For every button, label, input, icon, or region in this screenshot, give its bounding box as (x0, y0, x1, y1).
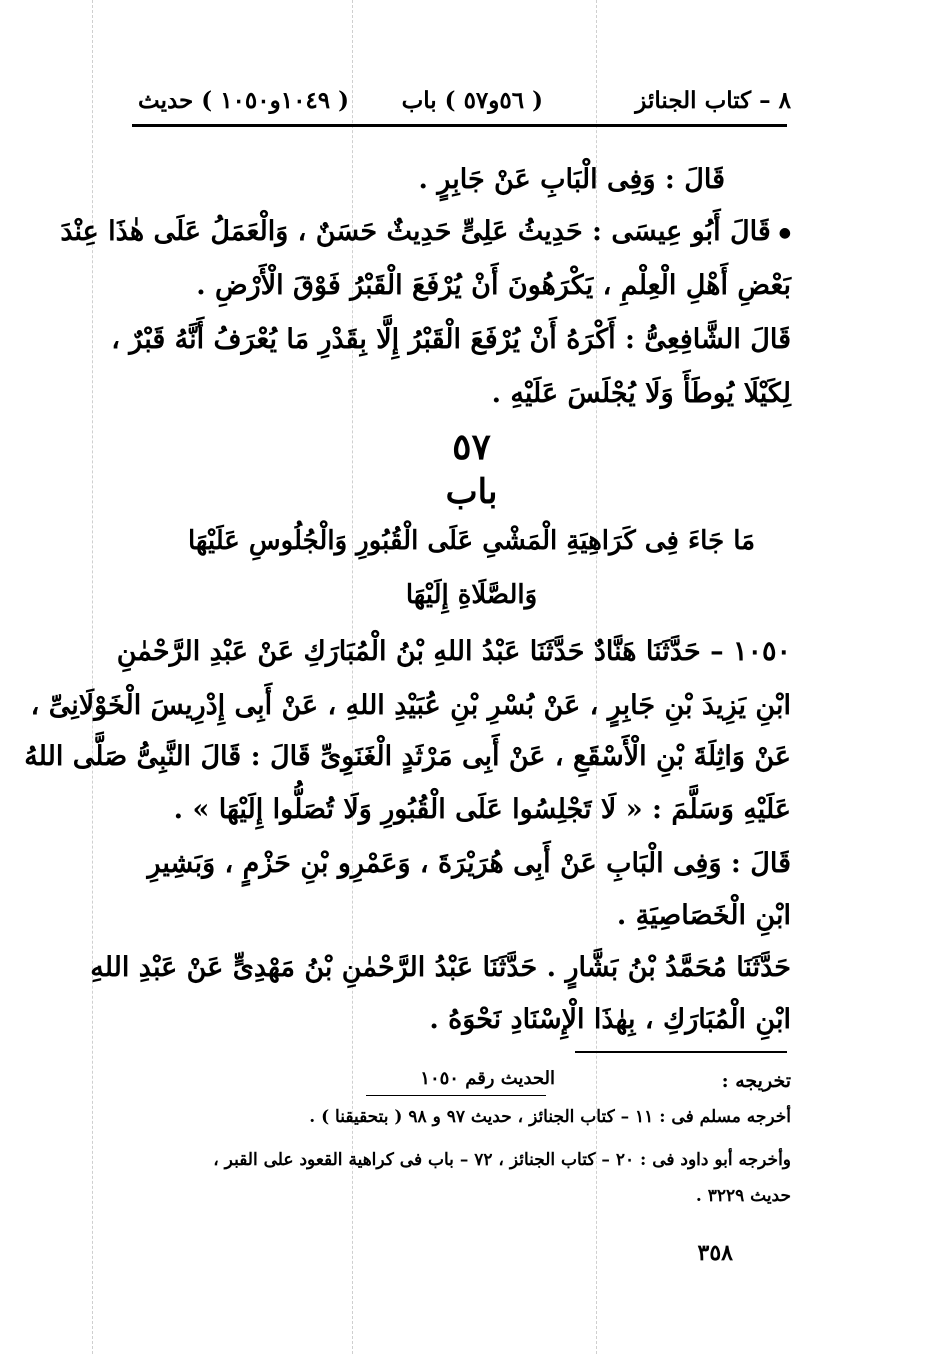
footnote-line: أخرجه مسلم فى : ١١ – كتاب الجنائز ، حديث ٩٧ و ٩٨ ( بتحقيقنا ) . (309, 1107, 791, 1127)
chapter-title-line2: وَالصَّلَاةِ إِلَيْهَا (405, 580, 538, 610)
text-line: عَلَيْهِ وَسَلَّمَ : « لَا تَجْلِسُوا عَلَى الْقُبُورِ وَلَا تُصَلُّوا إِلَيْهَا » . (173, 794, 791, 825)
footnote-rule (575, 1051, 787, 1053)
text-line: عَنْ وَاثِلَةَ بْنِ الْأَسْقَعِ ، عَنْ أَبِى مَرْثَدٍ الْغَنَوِىِّ قَالَ : قَالَ النَّبِىُّ صَلَّى اللهُ (24, 741, 791, 772)
text-line: حَدَّثَنَا مُحَمَّدُ بْنُ بَشَّارٍ . حَدَّثَنَا عَبْدُ الرَّحْمٰنِ بْنُ مَهْدِىٍّ عَنْ عَبْدِ اللهِ (90, 952, 791, 983)
chapter-title-line1: مَا جَاءَ فِى كَرَاهِيَةِ الْمَشْىِ عَلَى الْقُبُورِ وَالْجُلُوسِ عَلَيْهَا (187, 526, 756, 556)
footnote-line: وأخرجه أبو داود فى : ٢٠ – كتاب الجنائز ، ٧٢ – باب فى كراهية القعود على القبر ، (213, 1150, 791, 1170)
footnote-line: حديث ٣٢٢٩ . (695, 1186, 791, 1206)
chapter-label: باب (445, 472, 498, 512)
running-header-chapter: ٨ – كتاب الجنائز (635, 87, 791, 114)
text-line: قَالَ : وَفِى الْبَابِ عَنْ أَبِى هُرَيْرَةَ ، وَعَمْرِو بْنِ حَزْمٍ ، وَبَشِيرِ (147, 848, 791, 879)
text-line: بَعْضِ أَهْلِ الْعِلْمِ ، يَكْرَهُونَ أَنْ يُرْفَعَ الْقَبْرُ فَوْقَ الْأَرْضِ . (196, 270, 791, 301)
text-line: ١٠٥٠ – حَدَّثَنَا هَنَّادٌ حَدَّثَنَا عَبْدُ اللهِ بْنُ الْمُبَارَكِ عَنْ عَبْدِ الرَّحْمٰنِ (116, 636, 791, 667)
text-line: لِكَيْلَا يُوطَأَ وَلَا يُجْلَسَ عَلَيْهِ . (491, 378, 791, 409)
page-number: ٣٥٨ (697, 1240, 733, 1266)
text-line: قَالَ : وَفِى الْبَابِ عَنْ جَابِرٍ . (418, 164, 725, 195)
chapter-number: ٥٧ (452, 426, 491, 468)
header-rule (132, 124, 787, 127)
text-line: ابْنِ الْخَصَاصِيَةِ . (616, 900, 791, 931)
scan-artifact-line (92, 0, 93, 1354)
takhrij-heading: تخريجه : (721, 1070, 791, 1092)
text-line: قَالَ الشَّافِعِىُّ : أَكْرَهُ أَنْ يُرْفَعَ الْقَبْرُ إِلَّا بِقَدْرِ مَا يُعْرَفُ أَنَّهُ قَبْرٌ ، (111, 324, 791, 355)
running-header-chapters-ref: ( ٥٦و٥٧ ) باب (401, 87, 543, 114)
text-line: ● قَالَ أَبُو عِيسَى : حَدِيثُ عَلِىٍّ حَدِيثٌ حَسَنٌ ، وَالْعَمَلُ عَلَى هٰذَا عِنْدَ (60, 216, 791, 247)
takhrij-hadith-label: الحديث رقم ١٠٥٠ (420, 1068, 555, 1089)
text-line: ابْنِ يَزِيدَ بْنِ جَابِرٍ ، عَنْ بُسْرِ بْنِ عُبَيْدِ اللهِ ، عَنْ أَبِى إِدْرِيسَ الْخَوْلَانِىِّ ، (30, 690, 791, 721)
text-line: ابْنِ الْمُبَارَكِ ، بِهٰذَا الْإِسْنَادِ نَحْوَهُ . (429, 1004, 791, 1035)
running-header-hadith-ref: ( ١٠٤٩و١٠٥٠ ) حديث (138, 87, 350, 114)
takhrij-label-underline (366, 1095, 546, 1096)
